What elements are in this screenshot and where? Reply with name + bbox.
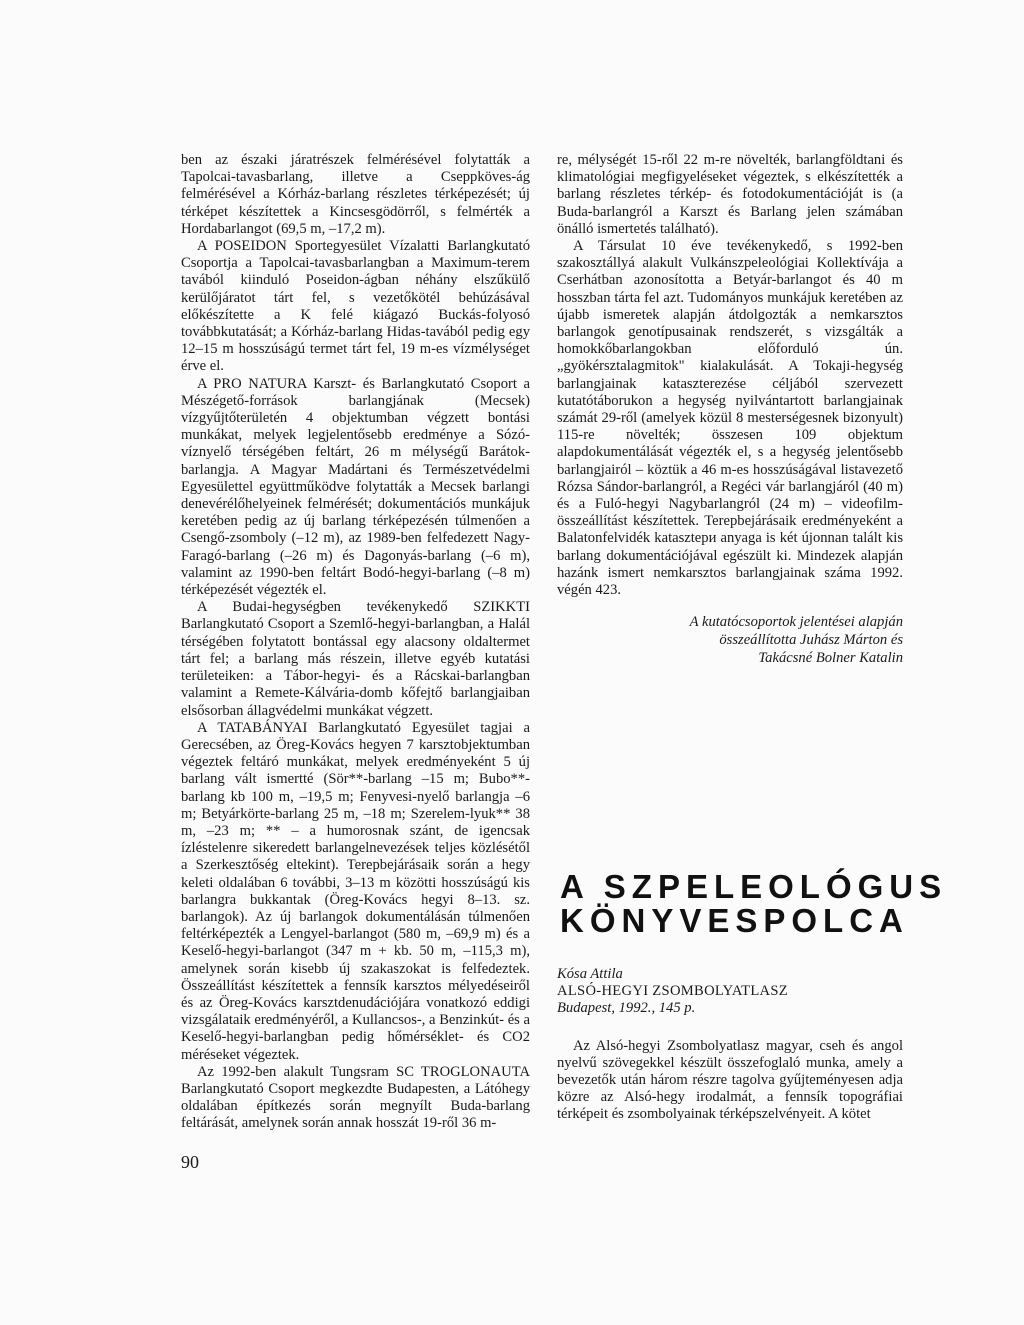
paragraph: A Társulat 10 éve tevékenykedő, s 1992-ben szakosztállyá alakult Vulkánszpeleológiai Kollektívája a Cserhátban azonosította a Betyár-barlangot és 40 m hosszban tárta fel azt. Tudományos munkájuk keretében az újabb ismeretek alapján átdolgozták a nemkarsztos barlangok genotípusainak rendszerét, s vizsgálták a homokkőbarlangokban előforduló ún. „gyökérsztalagmitok" kialakulását. A Tokaji-hegység barlangjainak kataszterezése céljából szervezett kutatótáborukon a hegység nyilvántartott barlangjainak számát 29-ről (amelyek közül 8 mesterségesnek bizonyult) 115-re növelték; összesen 109 objektum alapdokumentálását végezték el, s a hegység jelentősebb barlangjairól – köztük a 46 m-es hosszúságával listavezető Rózsa Sándor-barlangról, a Regéci vár barlangjáról (40 m) és a Fuló-hegyi Nagybarlangról (24 m) – videofilm-összeállítást készítettek. Terepbejárásaik eredményeként a Balatonfelvidék katasztери anyaga is két újonnan talált kis barlang dokumentációjával egészült ki. Mindezek alapján hazánk ismert nemkarsztos barlangjainak száma 1992. végén 423. bbox=[557, 238, 903, 599]
page-number: 90 bbox=[181, 1152, 199, 1172]
paragraph: A POSEIDON Sportegyesület Vízalatti Barlangkutató Csoportja a Tapolcai-tavasbarlangban a Maximum-terem tavából kiinduló Poseidon-ágban néhány elszűkülő kerülőjáratot tárt fel, s vezetőkötél behúzásával előkészítette a K felé kiágazó Buckás-folyosó továbbkutatását; a Kórház-barlang Hidas-tavából pedig egy 12–15 m hosszúságú termet tárt fel, 19 m-es vízmélységet érve el. bbox=[181, 238, 530, 375]
book-publication: Budapest, 1992., 145 p. bbox=[557, 1000, 696, 1017]
paragraph: A TATABÁNYAI Barlangkutató Egyesület tagjai a Gerecsében, az Öreg-Kovács hegyen 7 karsztobjektumban végeztek feltáró munkákat, melyek eredményeként 5 új barlang vált ismertté (Sör**-barlang –15 m; Bubo**-barlang kb 100 m, –19,5 m; Fenyvesi-nyelő barlangja –6 m; Betyárkörte-barlang 25 m, –18 m; Szerelem-lyuk** 38 m, –23 m; ** – a humorosnak szánt, de igencsak ízléstelenre sikeredett barlangelnevezések teljes közlésétől a Szerkesztőség eltekint). Terepbejárásaik során a hegy keleti oldalában 6 további, 3–13 m közötti hosszúságú kis barlangra bukkantak (Öreg-Kovács hegyi 8–13. sz. barlangok). Az új barlangok dokumentálásán túlmenően feltérképezték a Lengyel-barlangot (580 m, –69,9 m) és a Keselő-hegyi-barlangot (347 m + kb. 50 m, –115,3 m), amelynek során kisebb új szakaszokat is felfedeztek. Összeállítást készítettek a fennsík karsztos mélyedéseiről és az Öreg-Kovács karsztdenudációjára vonatkozó eddigi vizsgálataik eredményéről, a Kullancsos-, a Benzinkút- és a Keselő-hegyi-barlangban pedig hőmérséklet- és CO2 méréseket végeztek. bbox=[181, 719, 530, 1063]
paragraph: ben az északi járatrészek felmérésével folytatták a Tapolcai-tavasbarlang, illetve a Cseppköves-ág felmérésével a Kórház-barlang részletes térképezését; új térképet készítettek a Kincsesgödörről, s felmérték a Hordabarlangot (69,5 m, –17,2 m). bbox=[181, 152, 530, 237]
left-text-column bbox=[181, 152, 530, 1133]
paragraph: A Budai-hegységben tevékenykedő SZIKKTI Barlangkutató Csoport a Szemlő-hegyi-barlangban, a Halál térségében folytatott bontással egy alacsony oldaltermet tárt fel; a barlang más részein, illetve egyéb kutatási területeiken: a Tábor-hegyi- és a Rácskai-barlangban valamint a Remete-Kálvária-domb kőfejtő barlangjaiban elsősorban állagvédelmi munkákat végzett. bbox=[181, 599, 530, 719]
signature-line: összeállította Juhász Márton és bbox=[719, 632, 903, 649]
paragraph: Az 1992-ben alakult Tungsram SC TROGLONAUTA Barlangkutató Csoport megkezdte Budapesten, a Látóhegy oldalában építkezés során megnyílt Buda-barlang feltárását, amelynek során annak hosszát 19-ről 36 m- bbox=[181, 1063, 530, 1132]
book-abstract: Az Alsó-hegyi Zsombolyatlasz magyar, cseh és angol nyelvű szövegekkel készült összefoglaló munka, amely a bevezetők után három részre tagolva gyűjteményesen adja közre az Alsó-hegy irodalmát, a fennsík topográfiai térképeit és zsombolyainak térképszelvényeit. A kötet bbox=[557, 1037, 903, 1123]
paragraph: re, mélységét 15-ről 22 m-re növelték, barlangföldtani és klimatológiai megfigyeléseket végeztek, s elkészítették a barlang részletes térkép- és fotodokumentációját is (a Buda-barlangról a Karszt és Barlang jelen számában önálló ismertetés található). bbox=[557, 152, 903, 237]
right-text-column bbox=[557, 152, 903, 667]
book-author: Kósa Attila bbox=[557, 966, 623, 982]
signature-line: Takácsné Bolner Katalin bbox=[758, 650, 903, 667]
section-heading bbox=[560, 868, 948, 939]
signature-line: A kutatócsoportok jelentései alapján bbox=[689, 614, 903, 631]
paragraph: A PRO NATURA Karszt- és Barlangkutató Csoport a Mészégető-források barlangjának (Mecsek) vízgyűjtőterületén 4 objektumban végzett bontási munkákat, melyek legjelentősebb eredménye a Sózó-víznyelő térségében feltárt, 26 m mélységű Barátok-barlangja. A Magyar Madártani és Természetvédelmi Egyesülettel együttműködve folytatták a Mecsek barlangi denevérélőhelyeinek felmérését; dokumentációs munkájuk keretében pedig az új barlang térképezésén túlmenően a Csengő-zsomboly (–12 m), az 1989-ben felfedezett Nagy-Faragó-barlang (–26 m) és Dagonyás-barlang (–6 m), valamint az 1990-ben feltárt Bodó-hegyi-barlang (–8 m) térképezését végezték el. bbox=[181, 375, 530, 599]
heading-line-1: A SZPELEOLÓGUS bbox=[560, 868, 948, 905]
book-review bbox=[557, 966, 903, 1138]
book-title: ALSÓ-HEGYI ZSOMBOLYATLASZ bbox=[557, 983, 789, 1000]
report-signature bbox=[557, 613, 903, 667]
heading-line-2: KÖNYVESPOLCA bbox=[560, 902, 909, 939]
